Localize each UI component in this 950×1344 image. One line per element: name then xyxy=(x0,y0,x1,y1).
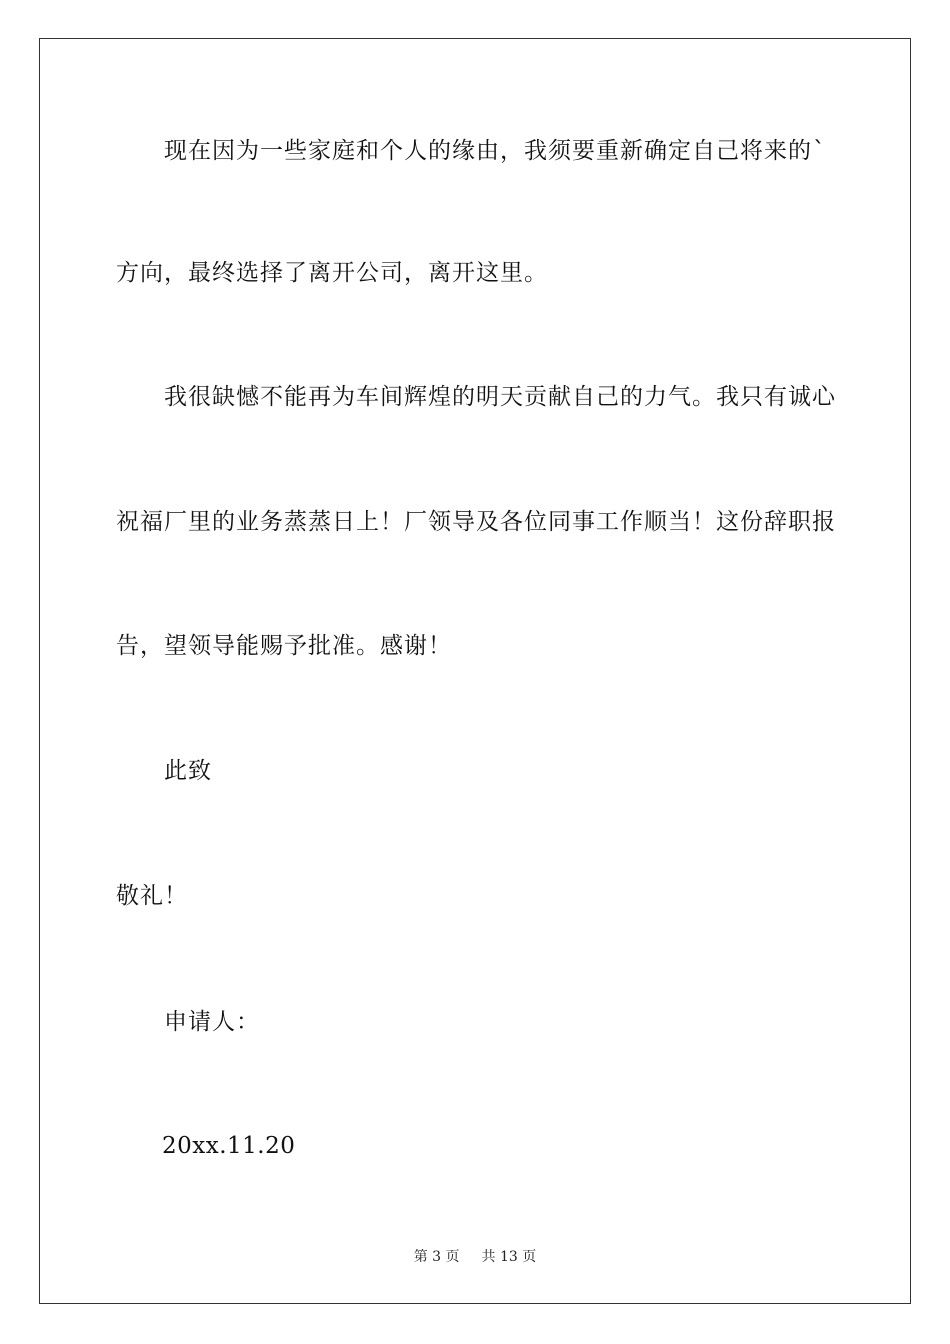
closing-regards: 敬礼！ xyxy=(116,883,188,909)
paragraph-line-1: 现在因为一些家庭和个人的缘由，我须要重新确定自己将来的` xyxy=(164,138,827,164)
page-border xyxy=(39,38,911,1304)
paragraph-line-5: 告，望领导能赐予批准。感谢！ xyxy=(116,633,452,659)
closing-salutation: 此致 xyxy=(164,758,212,784)
page-footer xyxy=(0,1246,950,1266)
paragraph-line-3: 我很缺憾不能再为车间辉煌的明天贡献自己的力气。我只有诚心 xyxy=(164,384,836,410)
paragraph-line-2: 方向，最终选择了离开公司，离开这里。 xyxy=(116,260,548,286)
page-total: 共 13 页 xyxy=(481,1249,537,1265)
applicant-label: 申请人： xyxy=(164,1009,260,1035)
page-number: 第 3 页 xyxy=(413,1249,460,1265)
date-line: 20xx.11.20 xyxy=(162,1133,296,1159)
paragraph-line-4: 祝福厂里的业务蒸蒸日上！厂领导及各位同事工作顺当！这份辞职报 xyxy=(116,509,836,535)
